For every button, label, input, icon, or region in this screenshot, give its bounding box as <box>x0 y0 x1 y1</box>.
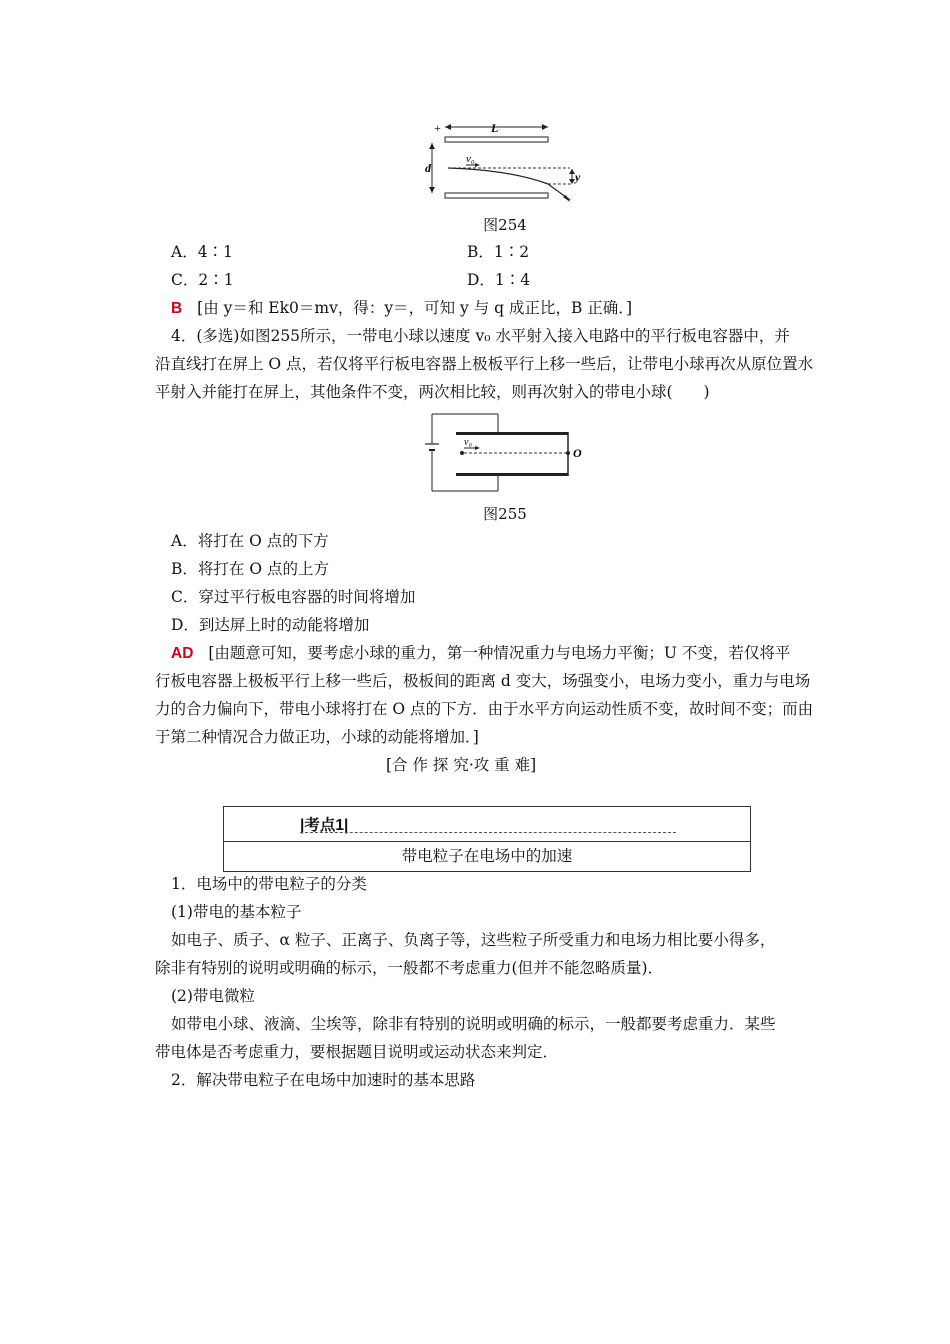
upper-plate <box>445 137 548 142</box>
q4-stem-line-2: 沿直线打在屏上 O 点，若仅将平行板电容器上极板平行上移一些后，让带电小球再次从原位置水 <box>155 355 814 373</box>
q3-answer-letter: B <box>171 300 183 317</box>
q4-option-a: A．将打在 O 点的下方 <box>171 532 329 550</box>
velocity-label-v0: v₀ <box>466 153 475 165</box>
q3-answer <box>171 298 632 319</box>
figure-254 <box>420 118 590 213</box>
lower-plate <box>445 193 548 198</box>
kaodian-title: 带电粒子在电场中的加速 <box>401 847 573 865</box>
length-label-L: L <box>491 121 499 135</box>
q3-answer-explanation: [由 y＝和 Ek0＝mv，得：y＝，可知 y 与 q 成正比，B 正确．] <box>197 299 633 317</box>
body-p3-line-2: 除非有特别的说明或明确的标示，一般都不考虑重力(但并不能忽略质量)． <box>155 959 664 977</box>
q4-option-d: D．到达屏上时的动能将增加 <box>171 616 370 634</box>
kaodian-label: |考点1| <box>300 817 349 834</box>
deflection-label-y: y <box>575 170 581 184</box>
q4-stem-line-3: 平射入并能打在屏上，其他条件不变，两次相比较，则再次射入的带电小球( ) <box>155 383 710 401</box>
q4-answer-text-1: [由题意可知，要考虑小球的重力，第一种情况重力与电场力平衡；U 不变，若仅将平 <box>208 644 791 662</box>
figure-255 <box>422 410 592 495</box>
q4-option-b: B．将打在 O 点的上方 <box>171 560 329 578</box>
body-p5-line-2: 带电体是否考虑重力，要根据题目说明或运动状态来判定． <box>155 1043 559 1061</box>
figure-255-caption: 图255 <box>483 505 527 523</box>
capacitor-upper-plate <box>456 432 568 435</box>
q4-answer-line-4: 于第二种情况合力做正功，小球的动能将增加．] <box>155 728 479 746</box>
body-p1: 1．电场中的带电粒子的分类 <box>171 875 367 893</box>
q4-answer-line-1 <box>171 643 790 664</box>
q3-option-d: D．1∶4 <box>467 271 531 289</box>
body-p6: 2．解决带电粒子在电场中加速时的基本思路 <box>171 1071 476 1089</box>
distance-label-d: d <box>425 161 431 175</box>
q4-option-c: C．穿过平行板电容器的时间将增加 <box>171 588 416 606</box>
q3-option-a: A．4∶1 <box>171 243 233 261</box>
body-p5-line-1: 如带电小球、液滴、尘埃等，除非有特别的说明或明确的标示，一般都要考虑重力．某些 <box>171 1015 776 1033</box>
q4-answer-line-3: 力的合力偏向下，带电小球将打在 O 点的下方．由于水平方向运动性质不变，故时间不变；而由 <box>155 700 814 718</box>
body-p3-line-1: 如电子、质子、α 粒子、正离子、负离子等，这些粒子所受重力和电场力相比要小得多， <box>171 931 776 949</box>
q4-answer-line-2: 行板电容器上极板平行上移一些后，极板间的距离 d 变大，场强变小，电场力变小，重力与电场 <box>155 672 811 690</box>
charged-ball <box>460 451 464 455</box>
point-o-label: O <box>573 446 582 460</box>
body-p4: (2)带电微粒 <box>171 987 255 1005</box>
point-o <box>566 451 570 455</box>
body-p2: (1)带电的基本粒子 <box>171 903 302 921</box>
figure-254-caption: 图254 <box>483 216 527 234</box>
velocity-label-v0: v₀ <box>464 437 472 448</box>
q4-answer-letter: AD <box>171 645 194 662</box>
q4-stem-line-1: 4．(多选)如图255所示，一带电小球以速度 v₀ 水平射入接入电路中的平行板电容器中，并 <box>171 327 790 345</box>
section-heading: [合 作 探 究·攻 重 难] <box>386 756 537 774</box>
capacitor-lower-plate <box>456 473 568 476</box>
q3-option-b: B．1∶2 <box>467 243 530 261</box>
kaodian-box <box>223 806 751 872</box>
q3-option-c: C．2∶1 <box>171 271 234 289</box>
plus-sign: + <box>434 121 441 135</box>
